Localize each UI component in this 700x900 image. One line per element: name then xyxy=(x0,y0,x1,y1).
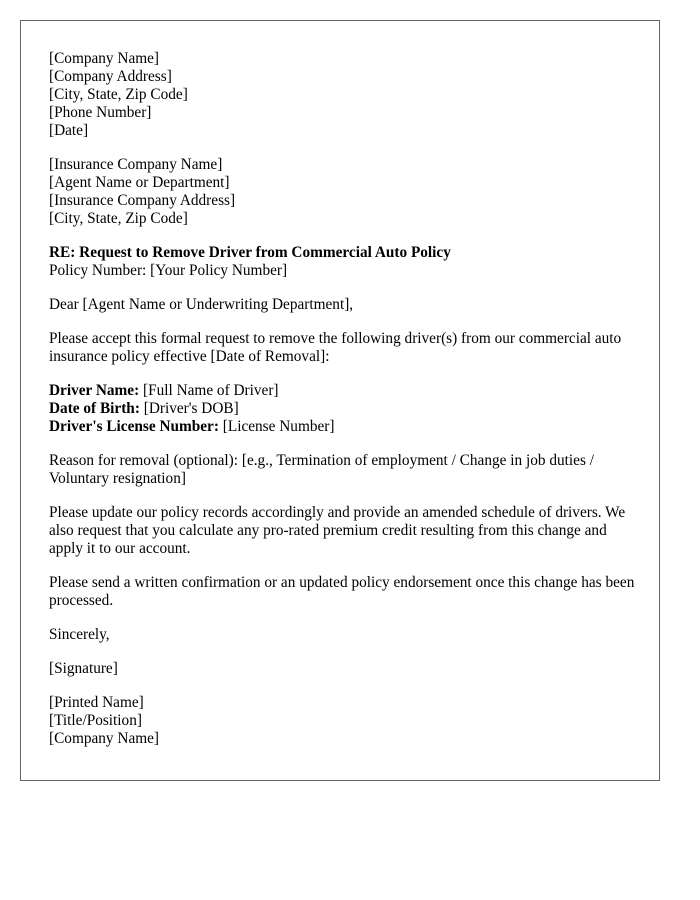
letter-content xyxy=(49,50,637,748)
policy-number-line: Policy Number: [Your Policy Number] xyxy=(49,262,288,279)
driver-name-row xyxy=(49,382,637,400)
body-paragraph-3: Please send a written confirmation or an updated policy endorsement once this change has been processed. xyxy=(49,574,635,609)
letter-page xyxy=(20,20,660,781)
signer-company-name: [Company Name] xyxy=(49,730,160,747)
letter-date: [Date] xyxy=(49,122,89,139)
driver-dob-row xyxy=(49,400,637,418)
signature-placeholder: [Signature] xyxy=(49,660,118,677)
signer-title: [Title/Position] xyxy=(49,712,142,729)
driver-dob-value: [Driver's DOB] xyxy=(139,400,239,417)
recipient-company-name: [Insurance Company Name] xyxy=(49,156,223,173)
sender-city-state-zip: [City, State, Zip Code] xyxy=(49,86,188,103)
driver-name-label: Driver Name: xyxy=(49,382,140,399)
subject-line: RE: Request to Remove Driver from Commercial Auto Policy xyxy=(49,244,451,261)
subject-block xyxy=(49,244,637,280)
body-paragraph-2: Please update our policy records accordingly and provide an amended schedule of drivers. We also request that you calculate any pro-rated premium credit resulting from this change and apply it to our account. xyxy=(49,504,626,557)
recipient-city-state-zip: [City, State, Zip Code] xyxy=(49,210,188,227)
driver-name-value: [Full Name of Driver] xyxy=(139,382,279,399)
salutation: Dear [Agent Name or Underwriting Department], xyxy=(49,296,354,313)
recipient-agent: [Agent Name or Department] xyxy=(49,174,230,191)
printed-name: [Printed Name] xyxy=(49,694,144,711)
driver-license-value: [License Number] xyxy=(218,418,335,435)
recipient-block xyxy=(49,156,637,228)
signer-block xyxy=(49,694,637,748)
sender-company-name: [Company Name] xyxy=(49,50,160,67)
driver-license-label: Driver's License Number: xyxy=(49,418,219,435)
sender-block xyxy=(49,50,637,140)
reason-paragraph: Reason for removal (optional): [e.g., Termination of employment / Change in job duties / Voluntary resignation] xyxy=(49,452,594,487)
body-paragraph-1: Please accept this formal request to remove the following driver(s) from our commercial auto insurance policy effective [Date of Removal]: xyxy=(49,330,622,365)
sender-company-address: [Company Address] xyxy=(49,68,172,85)
driver-details xyxy=(49,382,637,436)
recipient-address: [Insurance Company Address] xyxy=(49,192,236,209)
sender-phone: [Phone Number] xyxy=(49,104,152,121)
driver-license-row xyxy=(49,418,637,436)
sign-off: Sincerely, xyxy=(49,626,110,643)
driver-dob-label: Date of Birth: xyxy=(49,400,140,417)
